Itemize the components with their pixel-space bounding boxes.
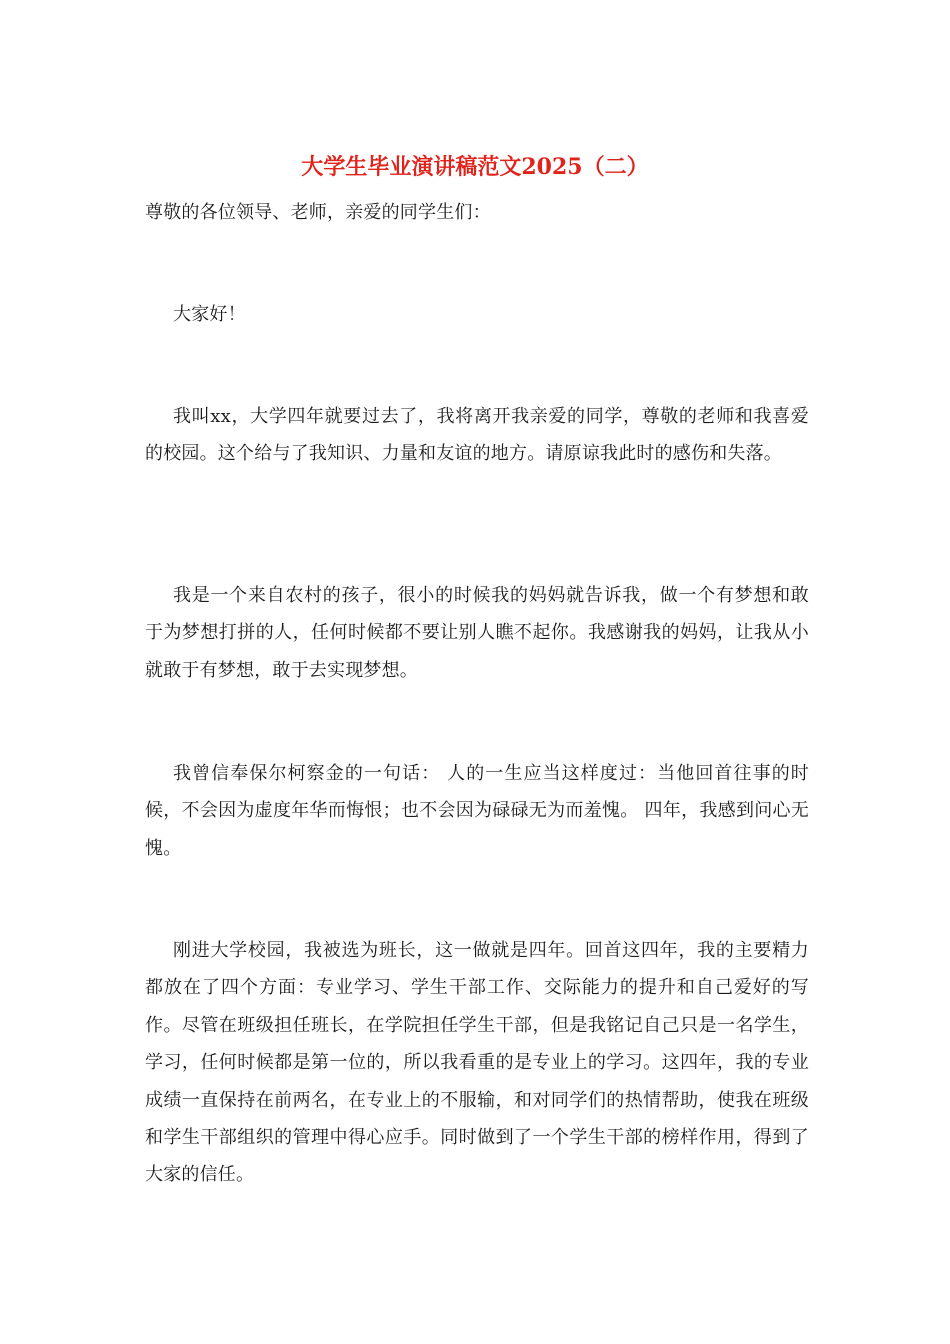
paragraph-greeting: 大家好！ <box>173 304 246 325</box>
document-title: 大学生毕业演讲稿范文2025（二） <box>301 154 649 180</box>
paragraph-introduction: 我叫xx，大学四年就要过去了，我将离开我亲爱的同学，尊敬的老师和我喜爱的校园。这个给与了我知识、力量和友谊的地方。请原谅我此时的感伤和失落。 <box>145 406 809 465</box>
paragraph-university-life: 刚进大学校园，我被选为班长，这一做就是四年。回首这四年，我的主要精力都放在了四个方面：专业学习、学生干部工作、交际能力的提升和自己爱好的写作。尽管在班级担任班长，在学院担任学生干部，但是我铭记自己只是一名学生，学习，任何时候都是第一位的，所以我看重的是专业上的学习。这四年，我的专业成绩一直保持在前两名，在专业上的不服输，和对同学们的热情帮助，使我在班级和学生干部组织的管理中得心应手。同时做到了一个学生干部的榜样作用，得到了大家的信任。 <box>145 940 809 1186</box>
paragraph-quote: 我曾信奉保尔柯察金的一句话： 人的一生应当这样度过：当他回首往事的时候，不会因为虚度年华而悔恨；也不会因为碌碌无为而羞愧。 四年，我感到问心无愧。 <box>145 763 809 859</box>
paragraph-background: 我是一个来自农村的孩子，很小的时候我的妈妈就告诉我，做一个有梦想和敢于为梦想打拼的人，任何时候都不要让别人瞧不起你。我感谢我的妈妈，让我从小就敢于有梦想，敢于去实现梦想。 <box>145 585 809 681</box>
salutation: 尊敬的各位领导、老师，亲爱的同学生们： <box>145 202 491 223</box>
